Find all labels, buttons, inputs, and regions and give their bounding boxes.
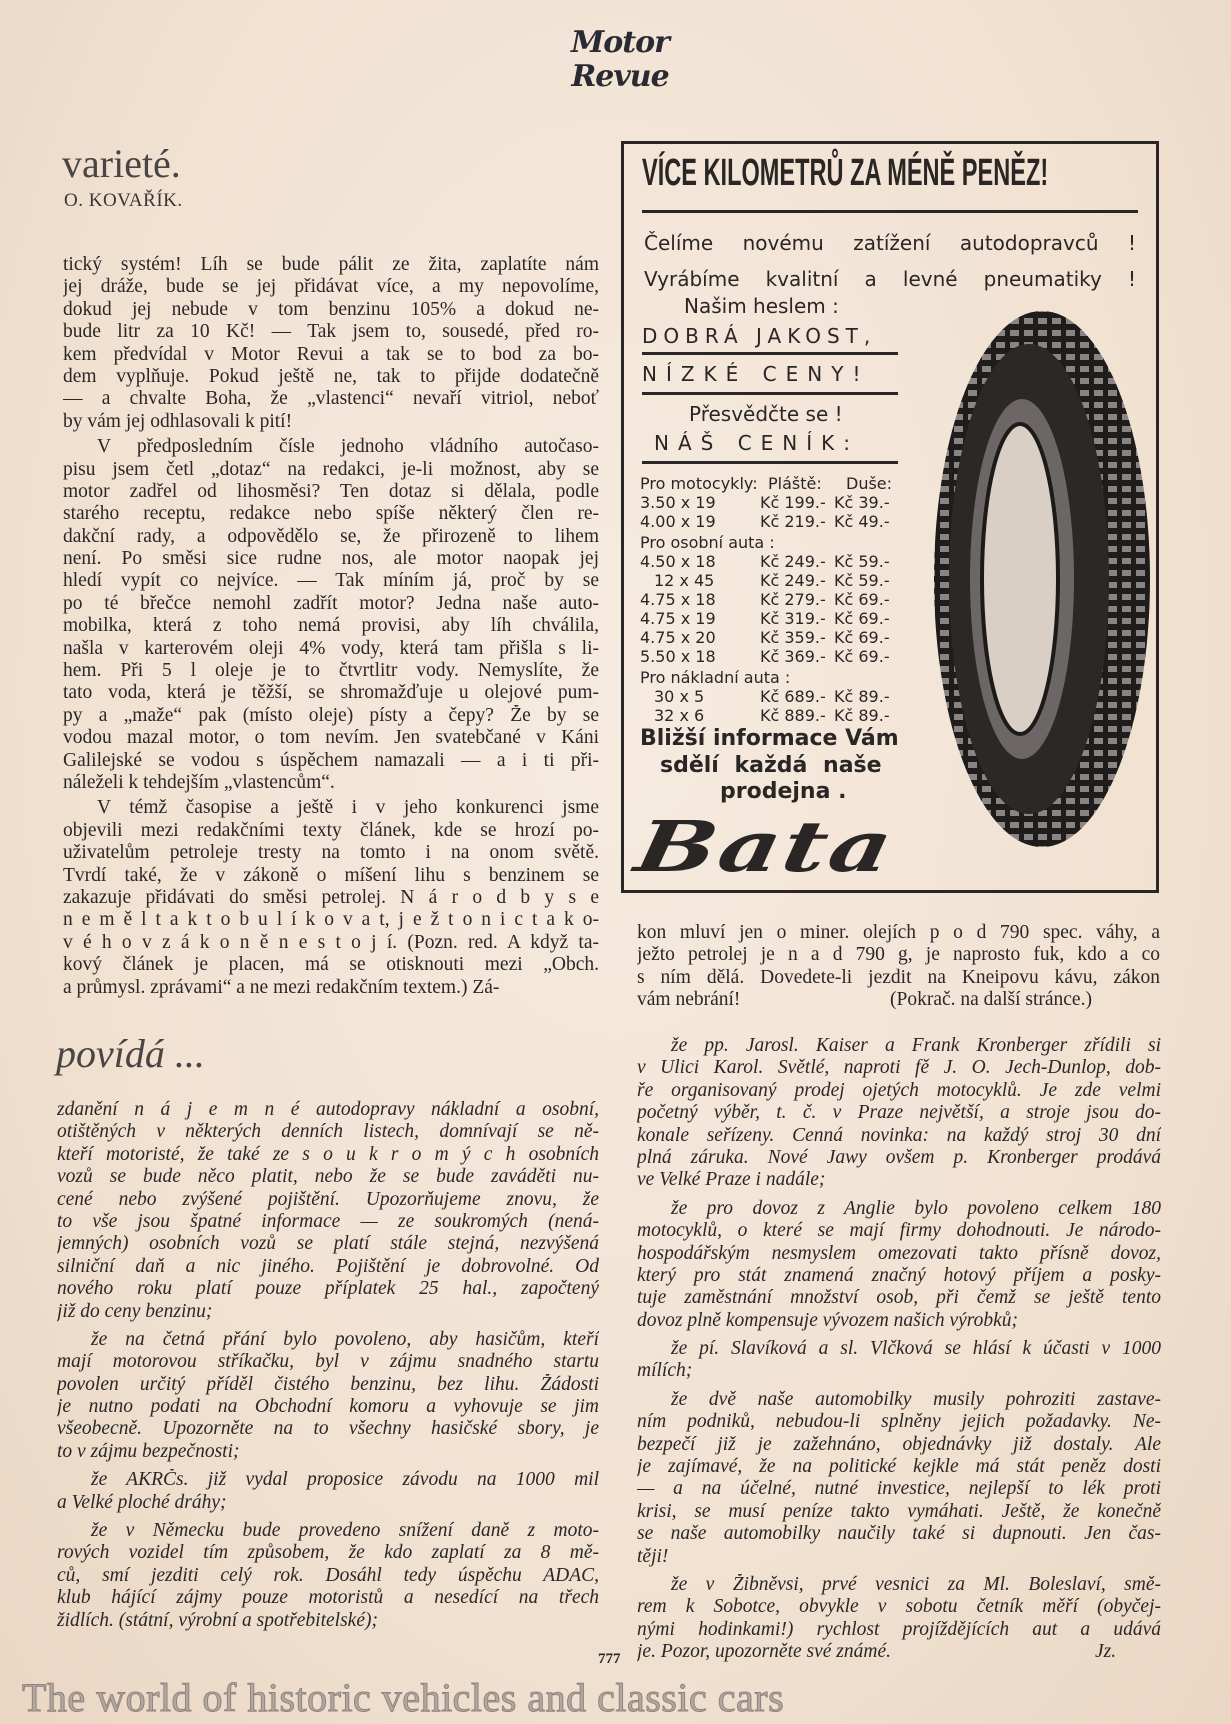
- paragraph: [57, 1520, 599, 1632]
- text-line: mají motorovou stříkačku, byl v zájmu snadného startu: [57, 1351, 599, 1373]
- logo-line-2: Revue: [571, 59, 669, 94]
- price-row: [640, 687, 900, 706]
- text-line: mílích;: [637, 1360, 693, 1382]
- text-line: klub hájící zájmy pouze motoristů a nesedící na třech: [57, 1587, 599, 1609]
- divider: [642, 461, 898, 464]
- text-line: konale seřízeny. Cenná novinka: na každý stroj 30 dní: [637, 1124, 1161, 1146]
- bata-advertisement: [621, 141, 1159, 893]
- text-line: ježto petrolej je n a d 790 g, je naprosto fuk, kdo a co: [637, 944, 1160, 966]
- text-line: je. Pozor, upozorněte své známé.: [637, 1641, 892, 1663]
- tire-size: 5.50 x 18: [640, 647, 716, 666]
- text-line: — a na účelné, nutné investice, nejlepší to lék proti: [637, 1478, 1161, 1500]
- price-group-label: [640, 668, 900, 687]
- price-row: [640, 609, 900, 628]
- tube-column-header: Duše:: [846, 474, 893, 493]
- text-line: jej dráže, bude se jej přidávat více, a my nepovolíme,: [63, 276, 599, 298]
- price-row: [640, 571, 900, 590]
- tire-price: Kč 249.-: [760, 571, 826, 590]
- ad-info-1: Bližší informace Vám: [640, 726, 899, 751]
- tube-price: Kč 69.-: [834, 609, 890, 628]
- text-line: po té břečce nemohl zadřít motor? Jedna naše auto-: [63, 592, 599, 614]
- text-line: silniční daň a nic jiného. Pojištění je dobrovolné. Od: [57, 1255, 599, 1277]
- text-line: dokud jej nebude v tom benzinu 105% a dokud ne-: [63, 298, 599, 320]
- text-line: rem k Sobotce, obvykle v sobotu četník měří (obyčej-: [637, 1596, 1161, 1618]
- tire-price: Kč 359.-: [760, 628, 826, 647]
- text-line: v Ulici Karol. Světlé, naproti fě J. O. Jech-Dunlop, dob-: [637, 1057, 1161, 1079]
- text-line: hem. Při 5 l oleje je to čtvrtlitr vody. Nemyslíte, že: [63, 660, 599, 682]
- ad-line-2: Vyrábíme kvalitní a levné pneumatiky !: [644, 267, 1136, 291]
- text-line: motor zadřel od lihosměsi? Ten dotaz si dělala, podle: [63, 480, 599, 502]
- continued-note: (Pokrač. na další stránce.): [890, 989, 1092, 1010]
- text-line: zakazuje přidávati do směsi petrolej. N á r o d b y s e: [63, 886, 599, 908]
- text-line: nými hodinkami!) rychlost projíždějících aut a udává: [637, 1618, 1161, 1640]
- text-line: početný výběr, t. č. v Praze největší, a stroje jsou do-: [637, 1102, 1161, 1124]
- tire-size: 3.50 x 19: [640, 493, 716, 512]
- text-line: tato voda, která je těžší, se shromažďuje u olejové pum-: [63, 682, 599, 704]
- text-line: uživatelům petroleje tresty na tomto i na onom světě.: [63, 842, 599, 864]
- text-line: že v Žibněvsi, prvé vesnici za Ml. Boleslaví, smě-: [671, 1573, 1161, 1595]
- price-row: [640, 493, 900, 512]
- text-line: není. Po směsi sice rudne nos, ale motor naopak jej: [63, 548, 599, 570]
- paragraph: [63, 254, 599, 433]
- text-line: všeobecně. Upozorněte na to všechny hasičské sbory, je: [57, 1418, 599, 1440]
- news-signature: Jz.: [1095, 1641, 1117, 1662]
- ad-info-3: prodejna .: [720, 779, 847, 804]
- paragraph: [63, 797, 599, 999]
- text-line: dem vyplňuje. Pokud ještě ne, tak to přijde dodatečně: [63, 365, 599, 387]
- text-line: to vše jsou špatné informace — ze soukromých (nená-: [57, 1210, 599, 1232]
- tire-price: Kč 689.-: [760, 687, 826, 706]
- text-line: ře organisovaný prodej ojetých motocyklů. Je zde velmi: [637, 1079, 1161, 1101]
- text-line: cené nebo zvýšené pojištění. Upozorňujeme znovu, že: [57, 1188, 599, 1210]
- text-line: dovoz plně kompensuje vývozem našich výrobků;: [637, 1309, 1019, 1331]
- text-line: ním podniků, nebudou-li splněny jejich požadavky. Ne-: [637, 1411, 1161, 1433]
- tire-illustration: [924, 304, 1154, 854]
- paragraph: [637, 1574, 1161, 1664]
- text-line: že dvě naše automobilky musily pohroziti zastave-: [671, 1388, 1161, 1410]
- divider: [642, 392, 898, 395]
- article-title: varieté.: [62, 141, 181, 186]
- text-line: otištěných v některých denních listech, domnívají se ně-: [57, 1121, 599, 1143]
- text-line: který pro stát znamená značný hotový příjem a posky-: [637, 1264, 1161, 1286]
- tube-price: Kč 59.-: [834, 571, 890, 590]
- text-line: v é h o v z á k o n ě n e s t o j í. (Pozn. red. A když ta-: [63, 931, 599, 953]
- text-line: kteří motoristé, že také ze s o u k r o m ý c h osobních: [57, 1143, 599, 1165]
- tube-price: Kč 69.-: [834, 628, 890, 647]
- ad-motto-1: DOBRÁ JAKOST,: [642, 324, 877, 348]
- tube-price: Kč 69.-: [834, 647, 890, 666]
- paragraph: [637, 1338, 1161, 1383]
- text-line: zdanění n á j e m n é autodopravy nákladní a osobní,: [57, 1099, 599, 1120]
- bata-logo: Bata: [629, 805, 902, 888]
- paragraph: [57, 1099, 599, 1323]
- paragraph: [637, 1389, 1161, 1568]
- text-line: n e m ě l t a k t o b u l í k o v a t, j e ž t o n i c t a k o-: [63, 909, 599, 931]
- ad-line-1: Čelíme novému zatížení autodopravců !: [644, 231, 1136, 255]
- text-line: objevili mezi redakčními texty článek, kde se hrozí po-: [63, 819, 599, 841]
- text-line: V témž časopise a ještě i v jeho konkurenci jsme: [97, 797, 599, 819]
- motor-revue-logo: [555, 26, 685, 94]
- tire-size: 30 x 5: [654, 687, 705, 706]
- text-line: že na četná přání bylo povoleno, aby hasičům, kteří: [91, 1328, 599, 1350]
- price-group-label: [640, 533, 900, 552]
- text-line: by vám jej odhlasovali k pití!: [63, 410, 293, 432]
- text-line: vozů se bude něco platit, nebo že se bude zaváděti nu-: [57, 1166, 599, 1188]
- text-line: s ním dělá. Dovedete-li jezdit na Kneipovu kávu, zákon: [637, 966, 1160, 988]
- text-line: že pí. Slavíková a sl. Vlčková se hlásí k účasti v 1000: [671, 1338, 1161, 1360]
- text-line: motocyklů, o které se mají firmy dohodnouti. Je národo-: [637, 1220, 1161, 1242]
- news-left-column: [57, 1099, 599, 1638]
- ad-motto-intro: Našim heslem :: [684, 294, 839, 318]
- text-line: našla v karterovém oleji 4% vody, která tam přišla s li-: [63, 637, 599, 659]
- text-line: Tvrdí také, že v zákoně o míšení lihu s benzinem se: [63, 864, 599, 886]
- category-label: Pro nákladní auta :: [640, 668, 791, 687]
- paragraph: [57, 1329, 599, 1463]
- tube-price: Kč 59.-: [834, 552, 890, 571]
- text-line: hledí vypít co nejvíce. — Tak míním já, proč by se: [63, 570, 599, 592]
- text-line: těji!: [637, 1545, 669, 1567]
- text-line: bezpečí již je zažehnáno, objednávky již dostaly. Ale: [637, 1433, 1161, 1455]
- text-line: starého receptu, redakce nebo spíše některý člen re-: [63, 503, 599, 525]
- text-line: hospodářským nesmyslem omezovati takto přísně dovoz,: [637, 1242, 1161, 1264]
- text-line: se naše automobilky naučily také si dupnouti. Jen čas-: [637, 1523, 1161, 1545]
- tube-price: Kč 39.-: [834, 493, 890, 512]
- text-line: bude litr za 10 Kč! — Tak jsem to, sousedé, před ro-: [63, 321, 599, 343]
- text-line: rových vozidel tím způsobem, že kdo zaplatí za 8 mě-: [57, 1542, 599, 1564]
- watermark: The world of historic vehicles and classic cars: [22, 1675, 785, 1720]
- text-line: je zajímavé, že na politické kejkle má stát peněz dosti: [637, 1456, 1161, 1478]
- tire-price: Kč 319.-: [760, 609, 826, 628]
- text-line: že v Německu bude provedeno snížení daně z moto-: [91, 1520, 599, 1542]
- tire-price: Kč 249.-: [760, 552, 826, 571]
- ad-convince: Přesvědčte se !: [689, 402, 843, 426]
- text-line: tuje zaměstnání množství osob, při čemž se ještě tento: [637, 1287, 1161, 1309]
- text-line: dakční rady, a odpovědělo se, že přirozeně to lihem: [63, 525, 599, 547]
- text-line: mobilka, která z toho nemá provisi, aby líh chválila,: [63, 615, 599, 637]
- text-line: že pp. Jarosl. Kaiser a Frank Kronberger zřídili si: [671, 1035, 1161, 1056]
- price-row: [640, 512, 900, 531]
- text-line: je nutno podati na Obchodní komoru a vyhovuje se jim: [57, 1396, 599, 1418]
- text-line: Galilejské se vodou s úspěchem namazali — a i ti při-: [63, 749, 599, 771]
- price-row: [640, 706, 900, 725]
- category-label: Pro osobní auta :: [640, 533, 775, 552]
- tire-column-header: Pláště:: [768, 474, 822, 493]
- article-author: O. KOVAŘÍK.: [64, 190, 183, 211]
- tire-size: 32 x 6: [654, 706, 705, 725]
- text-line: to v zájmu bezpečnosti;: [57, 1440, 240, 1462]
- text-line: ve Velké Praze i nadále;: [637, 1169, 826, 1191]
- text-line: povolen určitý příděl čistého benzinu, bez lihu. Žádosti: [57, 1373, 599, 1395]
- text-line: ců, smí jezditi celý rok. Dosáhl tedy úspěchu ADAC,: [57, 1564, 599, 1586]
- tire-size: 4.50 x 18: [640, 552, 716, 571]
- tire-size: 12 x 45: [654, 571, 715, 590]
- divider: [642, 210, 1138, 213]
- text-line: V předposledním čísle jednoho vládního autočaso-: [97, 436, 599, 458]
- text-line: židlích. (státní, výrobní a spotřebitelské);: [57, 1609, 378, 1631]
- tube-price: Kč 89.-: [834, 706, 890, 725]
- category-label: Pro motocykly:: [640, 474, 758, 493]
- tire-price: Kč 889.-: [760, 706, 826, 725]
- ad-motto-2: NÍZKÉ CENY!: [642, 362, 870, 386]
- text-line: — a chvalte Boha, že „vlastenci“ nevaří vitriol, neboť: [63, 388, 599, 410]
- divider: [642, 352, 898, 355]
- text-line: již do ceny benzinu;: [57, 1300, 213, 1322]
- text-line: náleželi k tehdejším „vlastencům“.: [63, 771, 335, 793]
- ad-pricelist-title: NÁŠ CENÍK:: [654, 431, 860, 455]
- logo-line-1: Motor: [571, 25, 669, 60]
- paragraph: [57, 1469, 599, 1514]
- text-line: py a „maže“ pak (místo oleje) písty a čepy? Že by se: [63, 704, 599, 726]
- price-row: [640, 628, 900, 647]
- text-line: že pro dovoz z Anglie bylo povoleno celkem 180: [671, 1197, 1161, 1219]
- news-title: povídá ...: [56, 1031, 205, 1076]
- news-right-column: [637, 1035, 1161, 1670]
- page-number: 777: [598, 1651, 621, 1667]
- text-line: nového roku platí pouze příplatek 25 hal., započtený: [57, 1278, 599, 1300]
- text-line: krisi, se musí peníze takto vymáhati. Ještě, že konečně: [637, 1500, 1161, 1522]
- text-line: vám nebrání!: [637, 989, 741, 1011]
- text-line: kon mluví jen o miner. olejích p o d 790 spec. váhy, a: [637, 922, 1160, 943]
- text-line: že AKRČs. již vydal proposice závodu na 1000 mil: [91, 1469, 599, 1491]
- tire-price: Kč 199.-: [760, 493, 826, 512]
- paragraph: [63, 436, 599, 794]
- tire-size: 4.75 x 18: [640, 590, 716, 609]
- ad-info-2: sdělí každá naše: [660, 753, 882, 778]
- article-body: [63, 254, 599, 1002]
- text-line: plná záruka. Nové Jawy ovšem p. Kronberger prodává: [637, 1146, 1161, 1168]
- text-line: jemných) osobních vozů se platí stále stejná, nezvýšená: [57, 1233, 599, 1255]
- price-row: [640, 552, 900, 571]
- text-line: a průmysl. zprávami“ a ne mezi redakčním textem.) Zá-: [63, 976, 500, 998]
- price-row: [640, 647, 900, 666]
- tire-price: Kč 369.-: [760, 647, 826, 666]
- ad-headline: VÍCE KILOMETRŮ ZA MÉNĚ PENĚZ!: [642, 152, 1049, 194]
- text-line: kový článek je placen, má se otisknouti mezi „Obch.: [63, 954, 599, 976]
- tube-price: Kč 69.-: [834, 590, 890, 609]
- text-line: vodou mazal motor, o tom nevím. Jen svatebčané v Káni: [63, 727, 599, 749]
- text-line: pisu jsem četl „dotaz“ na redakci, je-li možnost, aby se: [63, 458, 599, 480]
- text-line: kem předvídal v Motor Revui a tak se to bod za bo-: [63, 343, 599, 365]
- text-line: tický systém! Líh se bude pálit ze žita, zaplatíte nám: [63, 254, 599, 275]
- tire-size: 4.00 x 19: [640, 512, 716, 531]
- tire-price: Kč 279.-: [760, 590, 826, 609]
- text-line: a Velké ploché dráhy;: [57, 1491, 227, 1513]
- tire-price: Kč 219.-: [760, 512, 826, 531]
- price-row: [640, 590, 900, 609]
- tire-size: 4.75 x 20: [640, 628, 716, 647]
- tire-size: 4.75 x 19: [640, 609, 716, 628]
- tube-price: Kč 89.-: [834, 687, 890, 706]
- tube-price: Kč 49.-: [834, 512, 890, 531]
- price-table-header: [640, 474, 900, 493]
- paragraph: [637, 1035, 1161, 1192]
- paragraph: [637, 1198, 1161, 1332]
